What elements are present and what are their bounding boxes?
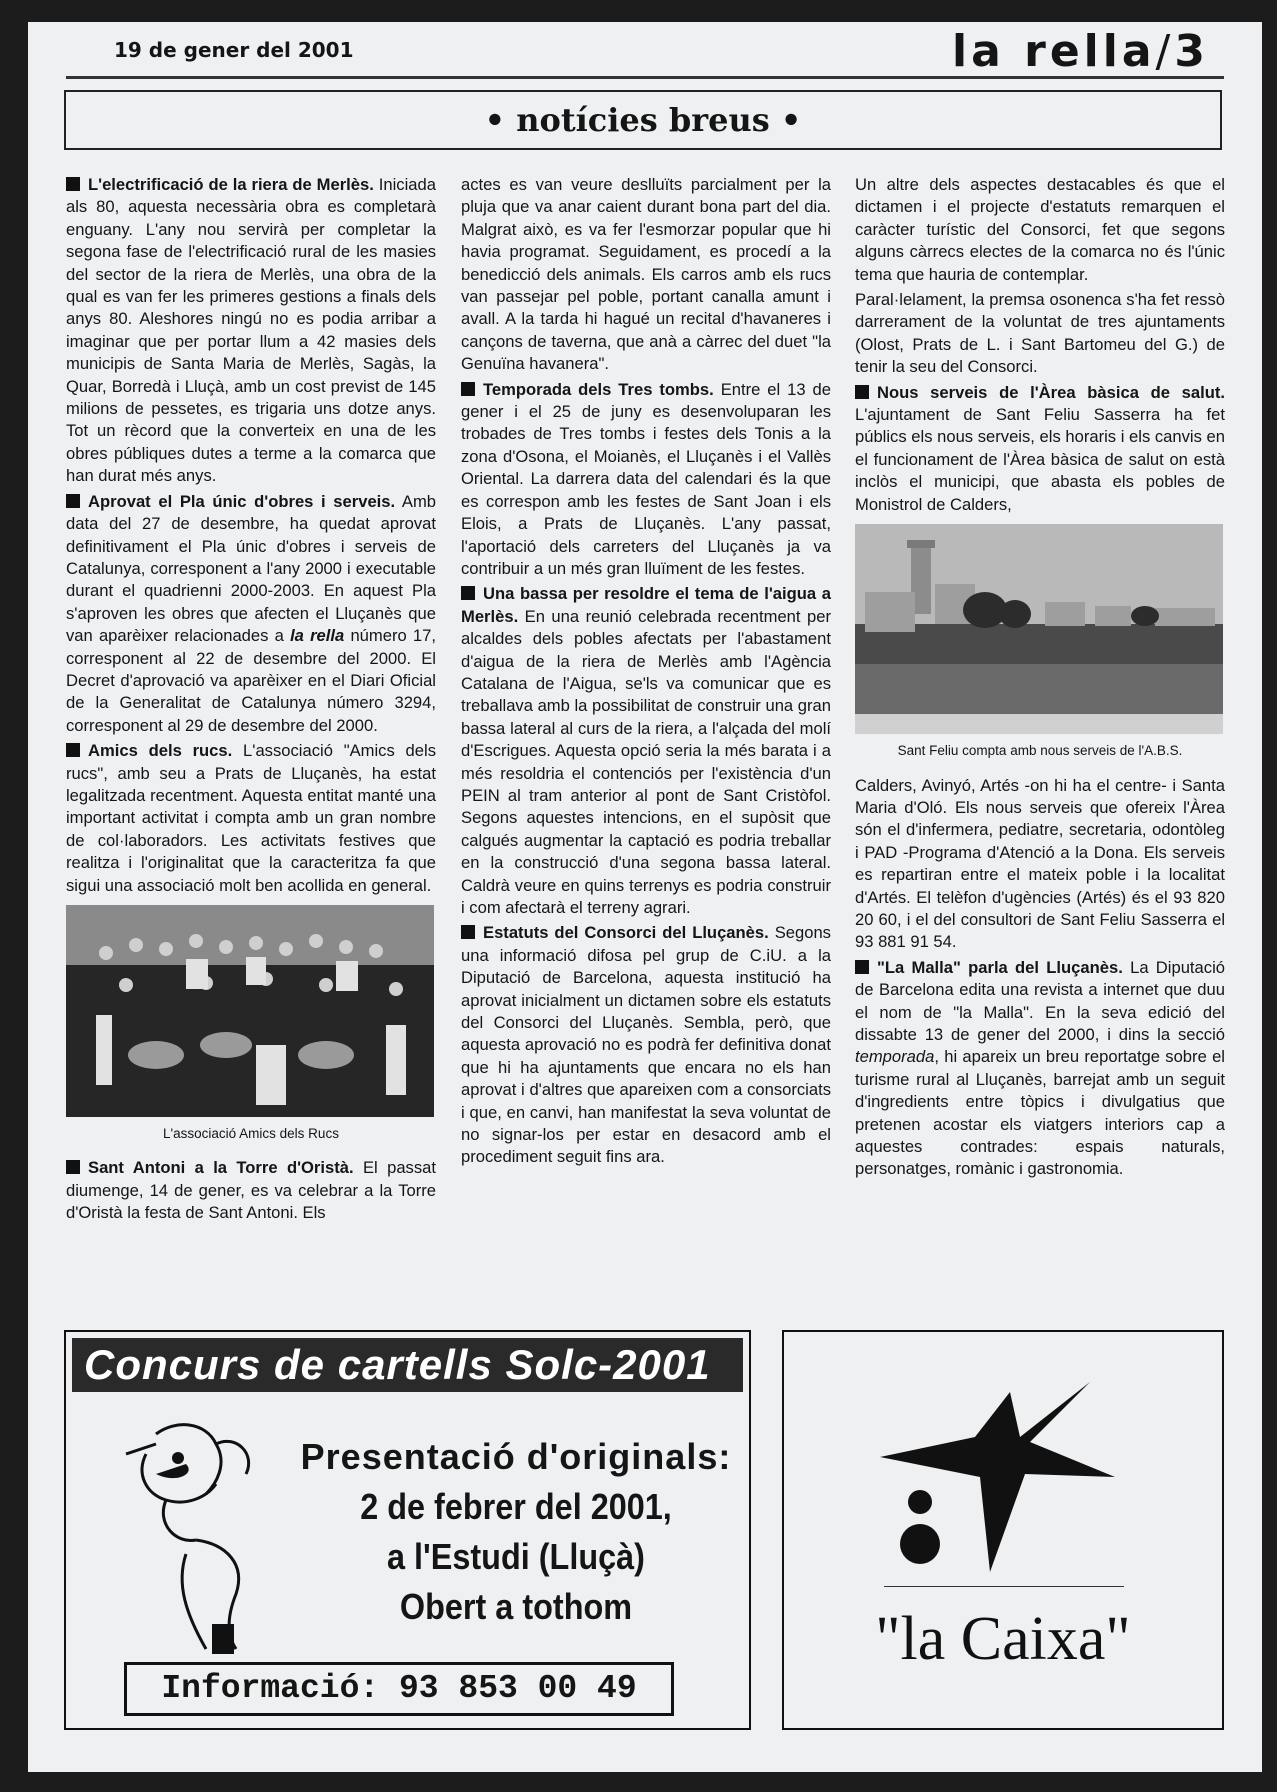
page-number: 3	[1174, 26, 1209, 77]
ad-line: a l'Estudi (Lluçà)	[387, 1536, 645, 1577]
bullet-square-icon	[66, 1160, 80, 1174]
bullet-square-icon	[66, 177, 80, 191]
column-3	[855, 174, 1225, 1184]
column-1	[66, 174, 436, 1228]
article-bassa	[461, 583, 831, 919]
brand-name: "la Caixa"	[875, 1605, 1131, 1673]
article-body: La Diputació de Barcelona edita una revista a internet que duu el nom de "la Malla". En la seva edició del dissabte 13 de gener del 2000, i dins la secció	[855, 957, 1225, 1044]
article-body: Amb data del 27 de desembre, ha quedat aprovat definitivament el Pla únic d'obres i serveis de Catalunya, corresponent a l'any 2000 i executable durant el quadrienni 2000-2003. En aquest Pla s'aproven les obres que afecten el Lluçanès que van aparèixer relacionades a	[66, 491, 436, 646]
paper-masthead: la rella/3	[952, 26, 1209, 77]
header-rule	[66, 76, 1224, 79]
article-estatuts-cont-2: Paral·lelament, la premsa osonenca s'ha fet ressò darrerament de la voluntat de tres ajuntaments (Olost, Prats de L. i Sant Bartomeu del G.) de tenir la seu del Consorci.	[855, 290, 1225, 377]
paper-name: la rella	[952, 26, 1156, 77]
article-body: Entre el 13 de gener i el 25 de juny es desenvoluparan les trobades de Tres tombs i festes dels Tonis a la zona d'Osona, el Moianès, el Lluçanès i el Vallès Oriental. La darrera data del calendari és la que es correspon amb les festes de Sant Joan i els Elois, a Prats de Lluçanès. L'any passat, l'aportació dels carreters del Lluçanès ja va contribuir a un més gran lluïment de les festes.	[461, 379, 831, 578]
article-heading: Temporada dels Tres tombs.	[483, 379, 714, 399]
donkey-illustration-icon	[116, 1414, 286, 1654]
ad-concurs-cartells	[64, 1330, 751, 1730]
ad-info-phone: Informació: 93 853 00 49	[124, 1662, 674, 1716]
article-amics-rucs	[66, 740, 436, 897]
article-body: número 17, corresponent al 22 de desembre del 2000. El Decret d'aprovació va aparèixer en el Diari Oficial de la Generalitat de Catalunya número 3294, corresponent al 29 de desembre del 2000.	[66, 626, 436, 735]
article-heading: Nous serveis de l'Àrea bàsica de salut.	[877, 382, 1225, 402]
article-body: Iniciada als 80, aquesta necessària obra es completarà enguany. L'any nou servirà per completar la segona fase de l'electrificació rural de les masies del sector de la riera de Merlès, una obra de la qual es van fer les primeres gestions a finals dels anys 80. Aleshores ningú no es podia arribar a imaginar que per portar llum a 42 masies dels municipis de Santa Maria de Merlès, Sagàs, la Quar, Borredà i Lluçà, amb un cost previst de 145 milions de pessetes, es trigaria uns dotze anys. Tot un rècord que la converteix en una de les obres públiques dutes a terme a la comarca que han durat més anys.	[66, 175, 436, 486]
article-body: El passat diumenge, 14 de gener, es va celebrar a la Torre d'Oristà la festa de Sant Antoni. Els	[66, 1158, 436, 1223]
article-heading: Amics dels rucs.	[88, 741, 233, 761]
ad-title: Concurs de cartells Solc-2001	[72, 1338, 743, 1392]
bullet-square-icon	[855, 385, 869, 399]
ad-text-block	[296, 1432, 736, 1632]
photo-sant-feliu	[855, 524, 1223, 734]
issue-date: 19 de gener del 2001	[114, 38, 354, 62]
star-logo-icon	[880, 1382, 1120, 1572]
article-sant-antoni-cont: actes es van veure deslluïts parcialment per la pluja que va anar caient durant bona part del dia. Malgrat això, es va fer l'esmorzar popular que hi havia programat. Seguidament, es procedí a la benedicció dels animals. Els carros amb els rucs van passejar pel poble, portant canalla amunt i avall. A la tarda hi hagué un recital d'havaneres i cançons de taverna, que anà a càrrec del duet "la Genuïna havanera".	[461, 175, 831, 374]
article-estatuts	[461, 922, 831, 1168]
article-body: Segons una informació difosa pel grup de C.iU. a la Diputació de Barcelona, aquesta institució ha aprovat inicialment un dictamen sobre els estatuts del Consorci del Lluçanès. Sembla, però, que aquesta aprovació no es podrà fer definitiva donat que hi ha ajuntaments que encara no els han aprovat i d'altres que apareixen com a consorciats i que, en canvi, han manifestat la seva voluntat de no signar-los per estar en desacord amb el procediment seguit fins ara.	[461, 923, 831, 1167]
logo-divider	[884, 1586, 1124, 1587]
article-serveis-salut	[855, 382, 1225, 516]
bullet-square-icon	[461, 586, 475, 600]
section-title: • notícies breus •	[64, 90, 1222, 150]
ad-line: Presentació d'originals:	[300, 1436, 732, 1477]
article-heading: L'electrificació de la riera de Merlès.	[88, 175, 374, 194]
article-heading: "La Malla" parla del Lluçanès.	[877, 957, 1123, 977]
section-name-emphasis: temporada	[855, 1047, 935, 1067]
article-estatuts-cont: Un altre dels aspectes destacables és que el dictamen i el projecte d'estatuts remarquen el caràcter turístic del Consorci, fet que segons alguns càrrecs electes de la comarca no és l'únic tema que hauria de contemplar.	[855, 175, 1225, 284]
article-body: L'associació "Amics dels rucs", amb seu a Prats de Lluçanès, ha estat legalitzada recentment. Aquesta entitat manté una important activitat i compta amb un gran nombre de col·laboradors. Les activitats festives que realitza i l'originalitat que la caracteritza fa que sigui una associació molt ben acollida en general.	[66, 741, 436, 895]
article-body: , hi apareix un breu reportatge sobre el turisme rural al Lluçanès, barrejat amb un seguit d'ingredients entre tòpics i divulgatius que pretenen acostar els viatgers interiors cap a aquestes contrades: espais naturals, personatges, romànic i gastronomia.	[855, 1047, 1225, 1179]
photo-caption: L'associació Amics dels Rucs	[163, 1126, 339, 1141]
article-heading: Una bassa per resoldre el tema de l'aigua a Merlès.	[461, 584, 831, 626]
bullet-square-icon	[461, 382, 475, 396]
article-electrificacio	[66, 174, 436, 488]
article-heading: Sant Antoni a la Torre d'Oristà.	[88, 1158, 354, 1178]
bullet-square-icon	[66, 494, 80, 508]
ad-la-caixa	[782, 1330, 1224, 1730]
article-sant-antoni	[66, 1157, 436, 1224]
article-heading: Aprovat el Pla únic d'obres i serveis.	[88, 491, 396, 511]
article-body: En una reunió celebrada recentment per alcaldes dels pobles afectats per l'abastament d'aigua de la riera de Merlès amb l'Agència Catalana de l'Aigua, se'ls va comunicar que es treballava amb la possibilitat de construir una gran bassa lateral al curs de la riera, a l'alçada del molí d'Escrigues. Aquesta opció seria la més barata i a més resoldria el contenciós per l'existència d'un PEIN al tram anterior al pont de Sant Cristòfol. Segons aquestes intencions, en el supòsit que calgués augmentar la captació es podria treballar en la construcció d'una segona bassa lateral. Caldrà veure en quins terrenys es podria construir i com afectarà el terreny agrari.	[461, 606, 831, 917]
article-pla-unic	[66, 491, 436, 737]
article-heading: Estatuts del Consorci del Lluçanès.	[483, 923, 769, 943]
article-tres-tombs	[461, 379, 831, 581]
article-la-malla	[855, 957, 1225, 1181]
bullet-square-icon	[461, 925, 475, 939]
photo-amics-rucs	[66, 905, 434, 1117]
group-photo	[66, 905, 434, 1117]
paper-name-emphasis: la rella	[290, 626, 345, 646]
article-serveis-salut-cont: Calders, Avinyó, Artés -on hi ha el centre- i Santa Maria d'Oló. Els nous serveis que ofereix l'Àrea són el d'infermera, pediatre, secretaria, odontòleg i PAD -Programa d'Atenció a la Dona. Els serveis es repartiran entre el mateix poble i la localitat d'Artés. El telèfon d'ugències (Artés) és el 93 820 20 60, i el del consultori de Sant Feliu Sasserra el 93 881 91 54.	[855, 775, 1225, 952]
bullet-square-icon	[66, 743, 80, 757]
article-body: L'ajuntament de Sant Feliu Sasserra ha fet públics els nous serveis, els horaris i els canvis en el funcionament de l'Àrea bàsica de salut on està inclòs el municipi, que abasta els pobles de Monistrol de Calders,	[855, 405, 1225, 514]
ad-line: Obert a tothom	[399, 1586, 633, 1627]
ad-line: 2 de febrer del 2001,	[360, 1486, 672, 1527]
column-2	[461, 174, 831, 1172]
bullet-square-icon	[855, 960, 869, 974]
photo-caption: Sant Feliu compta amb nous serveis de l'A.B.S.	[897, 743, 1183, 759]
village-photo	[855, 524, 1223, 734]
